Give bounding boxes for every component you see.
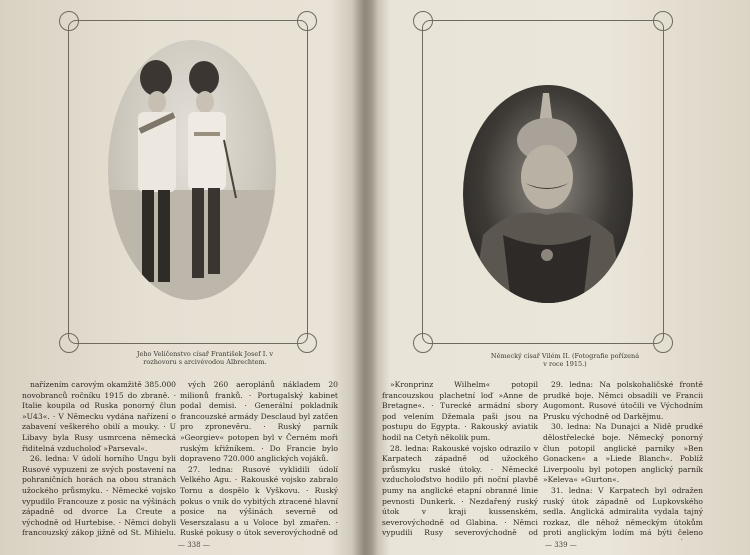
right-page-column-1 xyxy=(382,380,538,540)
right-photo-caption: Německý císař Vilém II. (Fotografie pořízená v roce 1915.) xyxy=(490,352,640,368)
paragraph: 30. ledna: Na Dunajci a Nidě prudké dělostřelecké boje. Německý ponorný člun potopil anglické parníky »Ben Gonacken« a »Liede Blanch«. Poblíž Liverpoolu byl potopen anglický parník »Keleva« »Gurton«. xyxy=(543,422,703,485)
frame-ornament xyxy=(413,333,433,353)
frame-ornament xyxy=(413,11,433,31)
paragraph: 29. ledna: Na polskohaličské frontě prudké boje. Němci obsadili ve Francii Augomont. Rusové útočili ve Východním Prusku východně od Darkějmu. xyxy=(543,380,703,421)
frame-ornament xyxy=(653,333,673,353)
paragraph: 26. ledna: V údolí horního Ungu byli Rusové vypuzeni ze svých postavení na pohraničních horách na obou stranách užockého průsmyku. · Německé vojsko vypudilo Francouze z posic na výšinách západně od dvorce La Creute a východně od Hurtebise. · Němci dobyli francouzský zákop jižně od St. Mihielu. xyxy=(22,454,176,538)
left-page-column-1 xyxy=(22,380,176,540)
left-photo-caption: Jeho Veličenstvo císař František Josef I. v rozhovoru s arcivévodou Albrechtem. xyxy=(136,350,274,366)
frame-ornament xyxy=(59,333,79,353)
frame-ornament xyxy=(59,11,79,31)
photo-portrait xyxy=(463,85,633,303)
left-page-column-2 xyxy=(180,380,338,540)
paragraph: 28. ledna: Rakouské vojsko odrazilo v Karpatech západně od užockého průsmyku ruské útoky. · Německé vzducholoďstvo hodilo při noční plavbě pumy na anglické etapní obranné linie pevnosti Dunkerk. · Nezdařený ruský útok v kraji kussenském, severovýchodně od Glabina. · Němci vypudili Rusy severovýchodně od xyxy=(382,443,538,538)
frame-ornament xyxy=(653,11,673,31)
paragraph: vých 260 aeroplánů nákladem 20 milionů franků. · Portugalský kabinet podal demisi. · Generální pokladník francouzské armády Desclaud byl zatčen pro zpronevěru. · Ruský parník »Georgiev« potopen byl v Černém moři ruským křižníkem. · Do Francie bylo dopraveno 720.000 anglických vojáků. xyxy=(180,380,338,464)
paragraph: »Kronprinz Wilhelm« potopil francouzskou plachetní loď »Anne de Bretagne«. · Turecké armádní sbory pod velením Džemala paši jsou na postupu do Egypta. · Rakouský aviatik hodil na Cetyň několik pum. xyxy=(382,380,538,442)
paragraph: 27. ledna: Rusové vyklidili údolí Velkého Agu. · Rakouské vojsko zabralo Tornu a dospělo k Vyškovu. · Ruský pokus o vnik do vybitých ztracené hlavní posice na výšinách severně od Veserszalasu a u Voloce byl zmařen. · Ruské pokusy o útok severovýchodně od xyxy=(180,464,338,538)
right-page-column-2 xyxy=(543,380,703,540)
paragraph: 31. ledna: V Karpatech byl odražen ruský útok západně od Lupkovského sedla. Anglická admiralita vydala tajný rozkaz, dle něhož německým útokům proti anglickým lodím má býti čeleno xyxy=(543,485,703,538)
paragraph: nařízením carovým okamžitě 385.000 novobranců ročníku 1915 do zbraně. · Italie koupila od Ruska ponorný člun »U43«. · V Německu vydána nařízení o zabavení veškerého obilí a mouky. · U Libavy byla Rusy usmrcena německá řiditelná vzducholoď »Parseval«. xyxy=(22,380,176,453)
left-page-number: — 338 — xyxy=(178,541,210,549)
frame-ornament xyxy=(297,11,317,31)
photo-figures xyxy=(108,40,276,300)
photo-emperor-franz-joseph xyxy=(108,40,276,300)
photo-kaiser-wilhelm xyxy=(463,85,633,303)
frame-ornament xyxy=(297,333,317,353)
right-page-number: — 339 — xyxy=(545,541,577,549)
book-gutter xyxy=(352,0,378,555)
